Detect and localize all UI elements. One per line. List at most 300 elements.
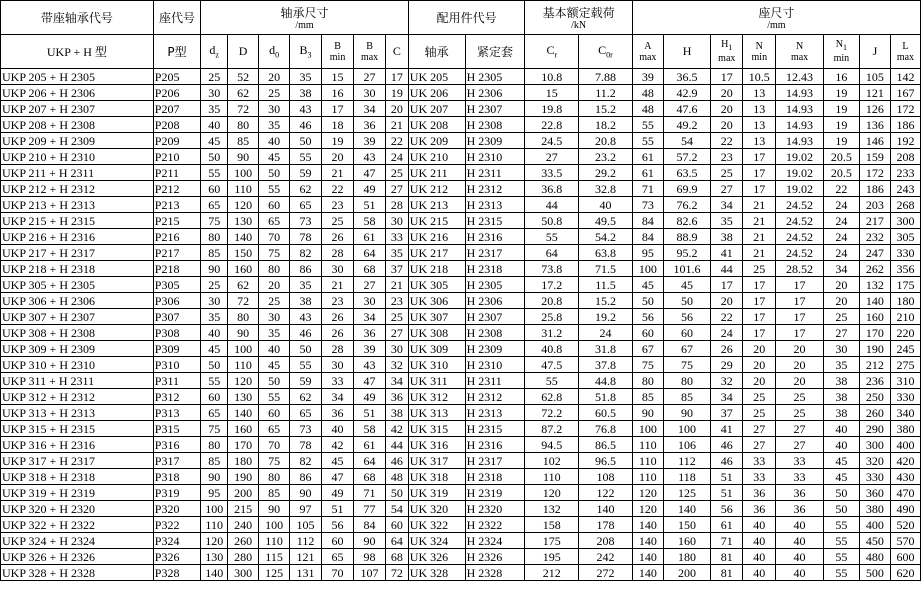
table-cell: P316	[153, 437, 200, 453]
table-cell: 15.2	[579, 293, 633, 309]
table-cell: 100	[259, 517, 290, 533]
table-cell: 20	[711, 101, 743, 117]
table-cell: 57.2	[663, 149, 710, 165]
table-cell: 76.2	[663, 197, 710, 213]
table-cell: 27	[823, 325, 859, 341]
table-cell: 33	[322, 373, 354, 389]
table-cell: H 2311	[465, 373, 525, 389]
table-cell: H 2306	[465, 85, 525, 101]
table-cell: 56	[711, 501, 743, 517]
table-cell: 27	[711, 181, 743, 197]
table-cell: 20	[743, 357, 776, 373]
table-cell: 120	[632, 501, 663, 517]
table-cell: H 2308	[465, 117, 525, 133]
table-cell: 25	[259, 293, 290, 309]
table-row	[1, 453, 921, 469]
table-cell: 41	[711, 245, 743, 261]
table-cell: 17	[743, 309, 776, 325]
table-cell: 35	[386, 245, 409, 261]
table-cell: H 2312	[465, 389, 525, 405]
table-cell: 75	[259, 453, 290, 469]
table-cell: 80	[632, 373, 663, 389]
table-cell: 33	[776, 453, 823, 469]
table-cell: 150	[228, 245, 259, 261]
table-cell: 73	[290, 213, 322, 229]
table-cell: 20	[743, 373, 776, 389]
table-cell: UKP 310 + H 2310	[1, 357, 154, 373]
table-row	[1, 469, 921, 485]
table-cell: 36	[776, 501, 823, 517]
table-cell: 180	[890, 293, 920, 309]
table-cell: 49	[322, 485, 354, 501]
table-cell: 195	[525, 549, 579, 565]
table-cell: 86	[290, 261, 322, 277]
table-cell: H 2316	[465, 229, 525, 245]
col-C0r: $C_{0r}$	[579, 35, 633, 69]
table-cell: UKP 324 + H 2324	[1, 533, 154, 549]
table-cell: 17	[743, 165, 776, 181]
table-cell: P319	[153, 485, 200, 501]
table-cell: 140	[228, 405, 259, 421]
table-cell: 27	[776, 421, 823, 437]
table-cell: 32.8	[579, 181, 633, 197]
col-A-max: A max	[632, 35, 663, 69]
table-cell: 58	[354, 421, 386, 437]
table-cell: 61	[632, 165, 663, 181]
table-cell: UK 215	[408, 213, 465, 229]
table-cell: 212	[525, 565, 579, 581]
table-row	[1, 501, 921, 517]
table-cell: 30	[386, 341, 409, 357]
table-cell: 16	[322, 85, 354, 101]
table-cell: 38	[823, 389, 859, 405]
table-cell: H 2320	[465, 501, 525, 517]
table-cell: 15	[322, 69, 354, 85]
table-row	[1, 101, 921, 117]
table-cell: 178	[579, 517, 633, 533]
table-cell: H 2317	[465, 453, 525, 469]
table-cell: 97	[290, 501, 322, 517]
table-cell: 158	[525, 517, 579, 533]
table-cell: 17	[386, 69, 409, 85]
table-cell: 36	[776, 485, 823, 501]
table-cell: 43	[290, 101, 322, 117]
table-cell: 37.8	[579, 357, 633, 373]
table-cell: 20	[322, 149, 354, 165]
table-cell: P324	[153, 533, 200, 549]
table-cell: 38	[290, 85, 322, 101]
table-cell: 21	[743, 197, 776, 213]
table-cell: 108	[579, 469, 633, 485]
table-cell: UK 307	[408, 309, 465, 325]
table-cell: 59	[290, 165, 322, 181]
table-cell: 19	[823, 101, 859, 117]
table-cell: P211	[153, 165, 200, 181]
table-cell: 210	[890, 309, 920, 325]
table-cell: 23	[711, 149, 743, 165]
table-cell: 60	[386, 517, 409, 533]
table-cell: 170	[859, 325, 890, 341]
table-cell: UKP 215 + H 2315	[1, 213, 154, 229]
table-cell: UKP 312 + H 2312	[1, 389, 154, 405]
col-H1-max: $H_1$ max	[711, 35, 743, 69]
table-cell: 200	[663, 565, 710, 581]
table-cell: UK 318	[408, 469, 465, 485]
table-cell: UK 328	[408, 565, 465, 581]
table-cell: H 2328	[465, 565, 525, 581]
table-cell: H 2322	[465, 517, 525, 533]
table-cell: 12.43	[776, 69, 823, 85]
table-cell: 20.8	[525, 293, 579, 309]
table-cell: 86	[290, 469, 322, 485]
table-cell: 27	[525, 149, 579, 165]
table-cell: 43	[354, 149, 386, 165]
table-cell: 55	[632, 133, 663, 149]
table-cell: UKP 319 + H 2319	[1, 485, 154, 501]
table-cell: 39	[354, 133, 386, 149]
table-cell: 37	[386, 261, 409, 277]
table-cell: 17.2	[525, 277, 579, 293]
table-cell: 46	[711, 437, 743, 453]
table-cell: 140	[228, 229, 259, 245]
table-cell: 67	[632, 341, 663, 357]
table-cell: 31.2	[525, 325, 579, 341]
table-cell: 40	[776, 517, 823, 533]
table-cell: 21	[322, 165, 354, 181]
table-cell: 60	[201, 389, 228, 405]
table-cell: 356	[890, 261, 920, 277]
table-cell: 320	[859, 453, 890, 469]
table-cell: 73	[290, 421, 322, 437]
header-group-load: 基本额定载荷 /kN	[525, 1, 632, 35]
table-cell: 100	[632, 421, 663, 437]
table-cell: UK 309	[408, 341, 465, 357]
table-cell: UKP 218 + H 2318	[1, 261, 154, 277]
table-cell: 64	[354, 245, 386, 261]
table-cell: 47.5	[525, 357, 579, 373]
table-cell: P320	[153, 501, 200, 517]
table-cell: 55	[259, 389, 290, 405]
table-cell: UK 205	[408, 69, 465, 85]
table-cell: 90	[632, 405, 663, 421]
table-cell: H 2316	[465, 437, 525, 453]
table-cell: P213	[153, 197, 200, 213]
table-cell: 132	[525, 501, 579, 517]
table-cell: 19.8	[525, 101, 579, 117]
table-cell: 22	[711, 133, 743, 149]
table-cell: 33	[743, 453, 776, 469]
table-cell: 85	[228, 133, 259, 149]
table-cell: 78	[290, 229, 322, 245]
table-cell: 49	[354, 181, 386, 197]
table-cell: 112	[663, 453, 710, 469]
table-cell: 36	[354, 325, 386, 341]
table-row	[1, 85, 921, 101]
table-cell: UKP 317 + H 2317	[1, 453, 154, 469]
table-row	[1, 373, 921, 389]
table-cell: UKP 305 + H 2305	[1, 277, 154, 293]
table-cell: 85	[632, 389, 663, 405]
table-cell: UK 316	[408, 437, 465, 453]
table-cell: P315	[153, 421, 200, 437]
table-cell: UK 313	[408, 405, 465, 421]
table-cell: 50.8	[525, 213, 579, 229]
table-cell: H 2311	[465, 165, 525, 181]
table-cell: P210	[153, 149, 200, 165]
table-cell: 140	[201, 565, 228, 581]
table-cell: 50	[386, 485, 409, 501]
table-cell: UKP 328 + H 2328	[1, 565, 154, 581]
table-cell: 15.2	[579, 101, 633, 117]
table-cell: 25	[259, 85, 290, 101]
table-cell: P306	[153, 293, 200, 309]
table-cell: 220	[890, 325, 920, 341]
table-cell: 61	[711, 517, 743, 533]
table-cell: 250	[859, 389, 890, 405]
table-cell: 33	[743, 469, 776, 485]
table-cell: 22	[322, 181, 354, 197]
table-cell: P209	[153, 133, 200, 149]
table-cell: 380	[859, 501, 890, 517]
table-cell: 25	[711, 165, 743, 181]
table-cell: 82	[290, 245, 322, 261]
table-cell: 50	[632, 293, 663, 309]
table-cell: 67	[663, 341, 710, 357]
table-cell: UKP 217 + H 2317	[1, 245, 154, 261]
table-cell: P308	[153, 325, 200, 341]
table-cell: H 2307	[465, 101, 525, 117]
table-cell: 72	[228, 101, 259, 117]
table-cell: 430	[890, 469, 920, 485]
table-cell: 56	[322, 517, 354, 533]
table-cell: 24.52	[776, 245, 823, 261]
table-cell: P305	[153, 277, 200, 293]
table-cell: UKP 313 + H 2313	[1, 405, 154, 421]
table-row	[1, 117, 921, 133]
table-cell: 40	[743, 517, 776, 533]
table-cell: 310	[890, 373, 920, 389]
table-cell: UKP 307 + H 2307	[1, 309, 154, 325]
header-group-bearing-dims: 轴承尺寸 /mm	[201, 1, 409, 35]
table-cell: 21	[386, 277, 409, 293]
table-cell: UKP 315 + H 2315	[1, 421, 154, 437]
table-cell: 17	[743, 181, 776, 197]
table-cell: 52	[228, 69, 259, 85]
table-cell: 25	[743, 261, 776, 277]
table-cell: 120	[228, 373, 259, 389]
table-cell: 48	[632, 101, 663, 117]
table-row	[1, 181, 921, 197]
table-cell: 23	[322, 197, 354, 213]
table-cell: 16	[823, 69, 859, 85]
table-cell: 60	[259, 197, 290, 213]
table-cell: 42.9	[663, 85, 710, 101]
table-cell: 40	[776, 549, 823, 565]
table-cell: 34	[354, 309, 386, 325]
table-cell: 60	[259, 405, 290, 421]
table-cell: 35	[290, 277, 322, 293]
table-cell: 100	[228, 341, 259, 357]
table-cell: UK 217	[408, 245, 465, 261]
table-cell: 15	[525, 85, 579, 101]
table-cell: 36	[743, 485, 776, 501]
table-cell: 192	[890, 133, 920, 149]
table-cell: 100	[632, 261, 663, 277]
table-cell: UK 212	[408, 181, 465, 197]
col-D: D	[228, 35, 259, 69]
table-cell: 175	[525, 533, 579, 549]
table-cell: 64	[525, 245, 579, 261]
table-cell: 75	[663, 357, 710, 373]
table-cell: 17	[711, 69, 743, 85]
table-cell: 45	[259, 357, 290, 373]
table-cell: H 2318	[465, 469, 525, 485]
table-cell: 90	[354, 533, 386, 549]
table-cell: P326	[153, 549, 200, 565]
table-cell: H 2305	[465, 69, 525, 85]
table-cell: 45	[201, 133, 228, 149]
table-cell: 36	[354, 117, 386, 133]
table-cell: 47	[354, 165, 386, 181]
table-cell: 180	[663, 549, 710, 565]
table-cell: UKP 326 + H 2326	[1, 549, 154, 565]
table-cell: 212	[859, 357, 890, 373]
table-cell: 110	[201, 517, 228, 533]
table-cell: 19	[823, 85, 859, 101]
table-cell: 36	[743, 501, 776, 517]
table-cell: 24	[823, 197, 859, 213]
table-cell: 217	[859, 213, 890, 229]
table-cell: 65	[201, 405, 228, 421]
table-cell: 24	[823, 229, 859, 245]
col-N-min: N min	[743, 35, 776, 69]
table-cell: H 2309	[465, 341, 525, 357]
table-cell: 118	[663, 469, 710, 485]
table-cell: UK 320	[408, 501, 465, 517]
table-cell: 30	[322, 357, 354, 373]
table-cell: UKP 210 + H 2310	[1, 149, 154, 165]
table-cell: 24	[823, 213, 859, 229]
table-cell: 80	[228, 117, 259, 133]
table-cell: 330	[890, 389, 920, 405]
table-cell: 30	[354, 293, 386, 309]
table-cell: 20	[776, 373, 823, 389]
table-cell: 490	[890, 501, 920, 517]
table-row	[1, 341, 921, 357]
table-cell: 450	[859, 533, 890, 549]
table-cell: 73	[632, 197, 663, 213]
table-cell: 34	[354, 101, 386, 117]
table-cell: 17	[743, 325, 776, 341]
table-cell: 30	[354, 85, 386, 101]
table-row	[1, 485, 921, 501]
table-cell: 20	[823, 277, 859, 293]
table-cell: 38	[386, 405, 409, 421]
table-cell: 40	[322, 421, 354, 437]
table-cell: 172	[859, 165, 890, 181]
table-cell: 20	[711, 293, 743, 309]
table-cell: 45	[823, 469, 859, 485]
table-cell: 55	[823, 533, 859, 549]
table-cell: 17	[743, 293, 776, 309]
table-cell: 32	[711, 373, 743, 389]
table-cell: 140	[632, 565, 663, 581]
table-cell: 105	[859, 69, 890, 85]
table-cell: 110	[632, 469, 663, 485]
table-cell: 7.88	[579, 69, 633, 85]
table-cell: 49	[354, 389, 386, 405]
table-cell: UKP 318 + H 2318	[1, 469, 154, 485]
table-cell: 243	[890, 181, 920, 197]
table-cell: 260	[859, 405, 890, 421]
table-cell: 620	[890, 565, 920, 581]
table-cell: P217	[153, 245, 200, 261]
table-cell: 186	[890, 117, 920, 133]
table-cell: 84	[632, 229, 663, 245]
table-cell: 55	[823, 549, 859, 565]
table-cell: 14.93	[776, 133, 823, 149]
table-row	[1, 421, 921, 437]
table-cell: 19	[386, 85, 409, 101]
table-cell: 80	[201, 229, 228, 245]
table-cell: 76.8	[579, 421, 633, 437]
table-cell: 40	[579, 197, 633, 213]
table-cell: 100	[201, 501, 228, 517]
table-row	[1, 277, 921, 293]
table-cell: UK 208	[408, 117, 465, 133]
table-cell: 61	[632, 149, 663, 165]
table-row	[1, 405, 921, 421]
table-row	[1, 261, 921, 277]
table-cell: 36	[386, 389, 409, 405]
table-cell: 26	[711, 341, 743, 357]
table-cell: 242	[579, 549, 633, 565]
table-cell: 68	[354, 261, 386, 277]
col-model: UKP + H 型	[1, 35, 154, 69]
table-cell: 65	[201, 197, 228, 213]
table-cell: UKP 316 + H 2316	[1, 437, 154, 453]
table-cell: 22	[823, 181, 859, 197]
table-cell: P312	[153, 389, 200, 405]
header-group-seat-dims: 座尺寸 /mm	[632, 1, 920, 35]
table-cell: 22.8	[525, 117, 579, 133]
table-cell: P318	[153, 469, 200, 485]
table-cell: 28	[322, 245, 354, 261]
table-cell: 33	[776, 469, 823, 485]
table-cell: 42	[322, 437, 354, 453]
table-cell: 31.8	[579, 341, 633, 357]
table-cell: 60	[632, 325, 663, 341]
table-cell: 28.52	[776, 261, 823, 277]
table-cell: 65	[259, 421, 290, 437]
table-cell: 13	[743, 117, 776, 133]
table-cell: 60.5	[579, 405, 633, 421]
table-cell: UKP 211 + H 2311	[1, 165, 154, 181]
table-cell: 24	[711, 325, 743, 341]
table-cell: 470	[890, 485, 920, 501]
table-cell: 13	[743, 101, 776, 117]
table-cell: 25	[776, 389, 823, 405]
table-cell: 78	[290, 437, 322, 453]
table-cell: 115	[259, 549, 290, 565]
table-cell: 73.8	[525, 261, 579, 277]
table-cell: 236	[859, 373, 890, 389]
table-cell: 70	[259, 229, 290, 245]
table-cell: 400	[890, 437, 920, 453]
table-cell: 51	[711, 485, 743, 501]
table-cell: 33.5	[525, 165, 579, 181]
table-cell: 35	[711, 213, 743, 229]
